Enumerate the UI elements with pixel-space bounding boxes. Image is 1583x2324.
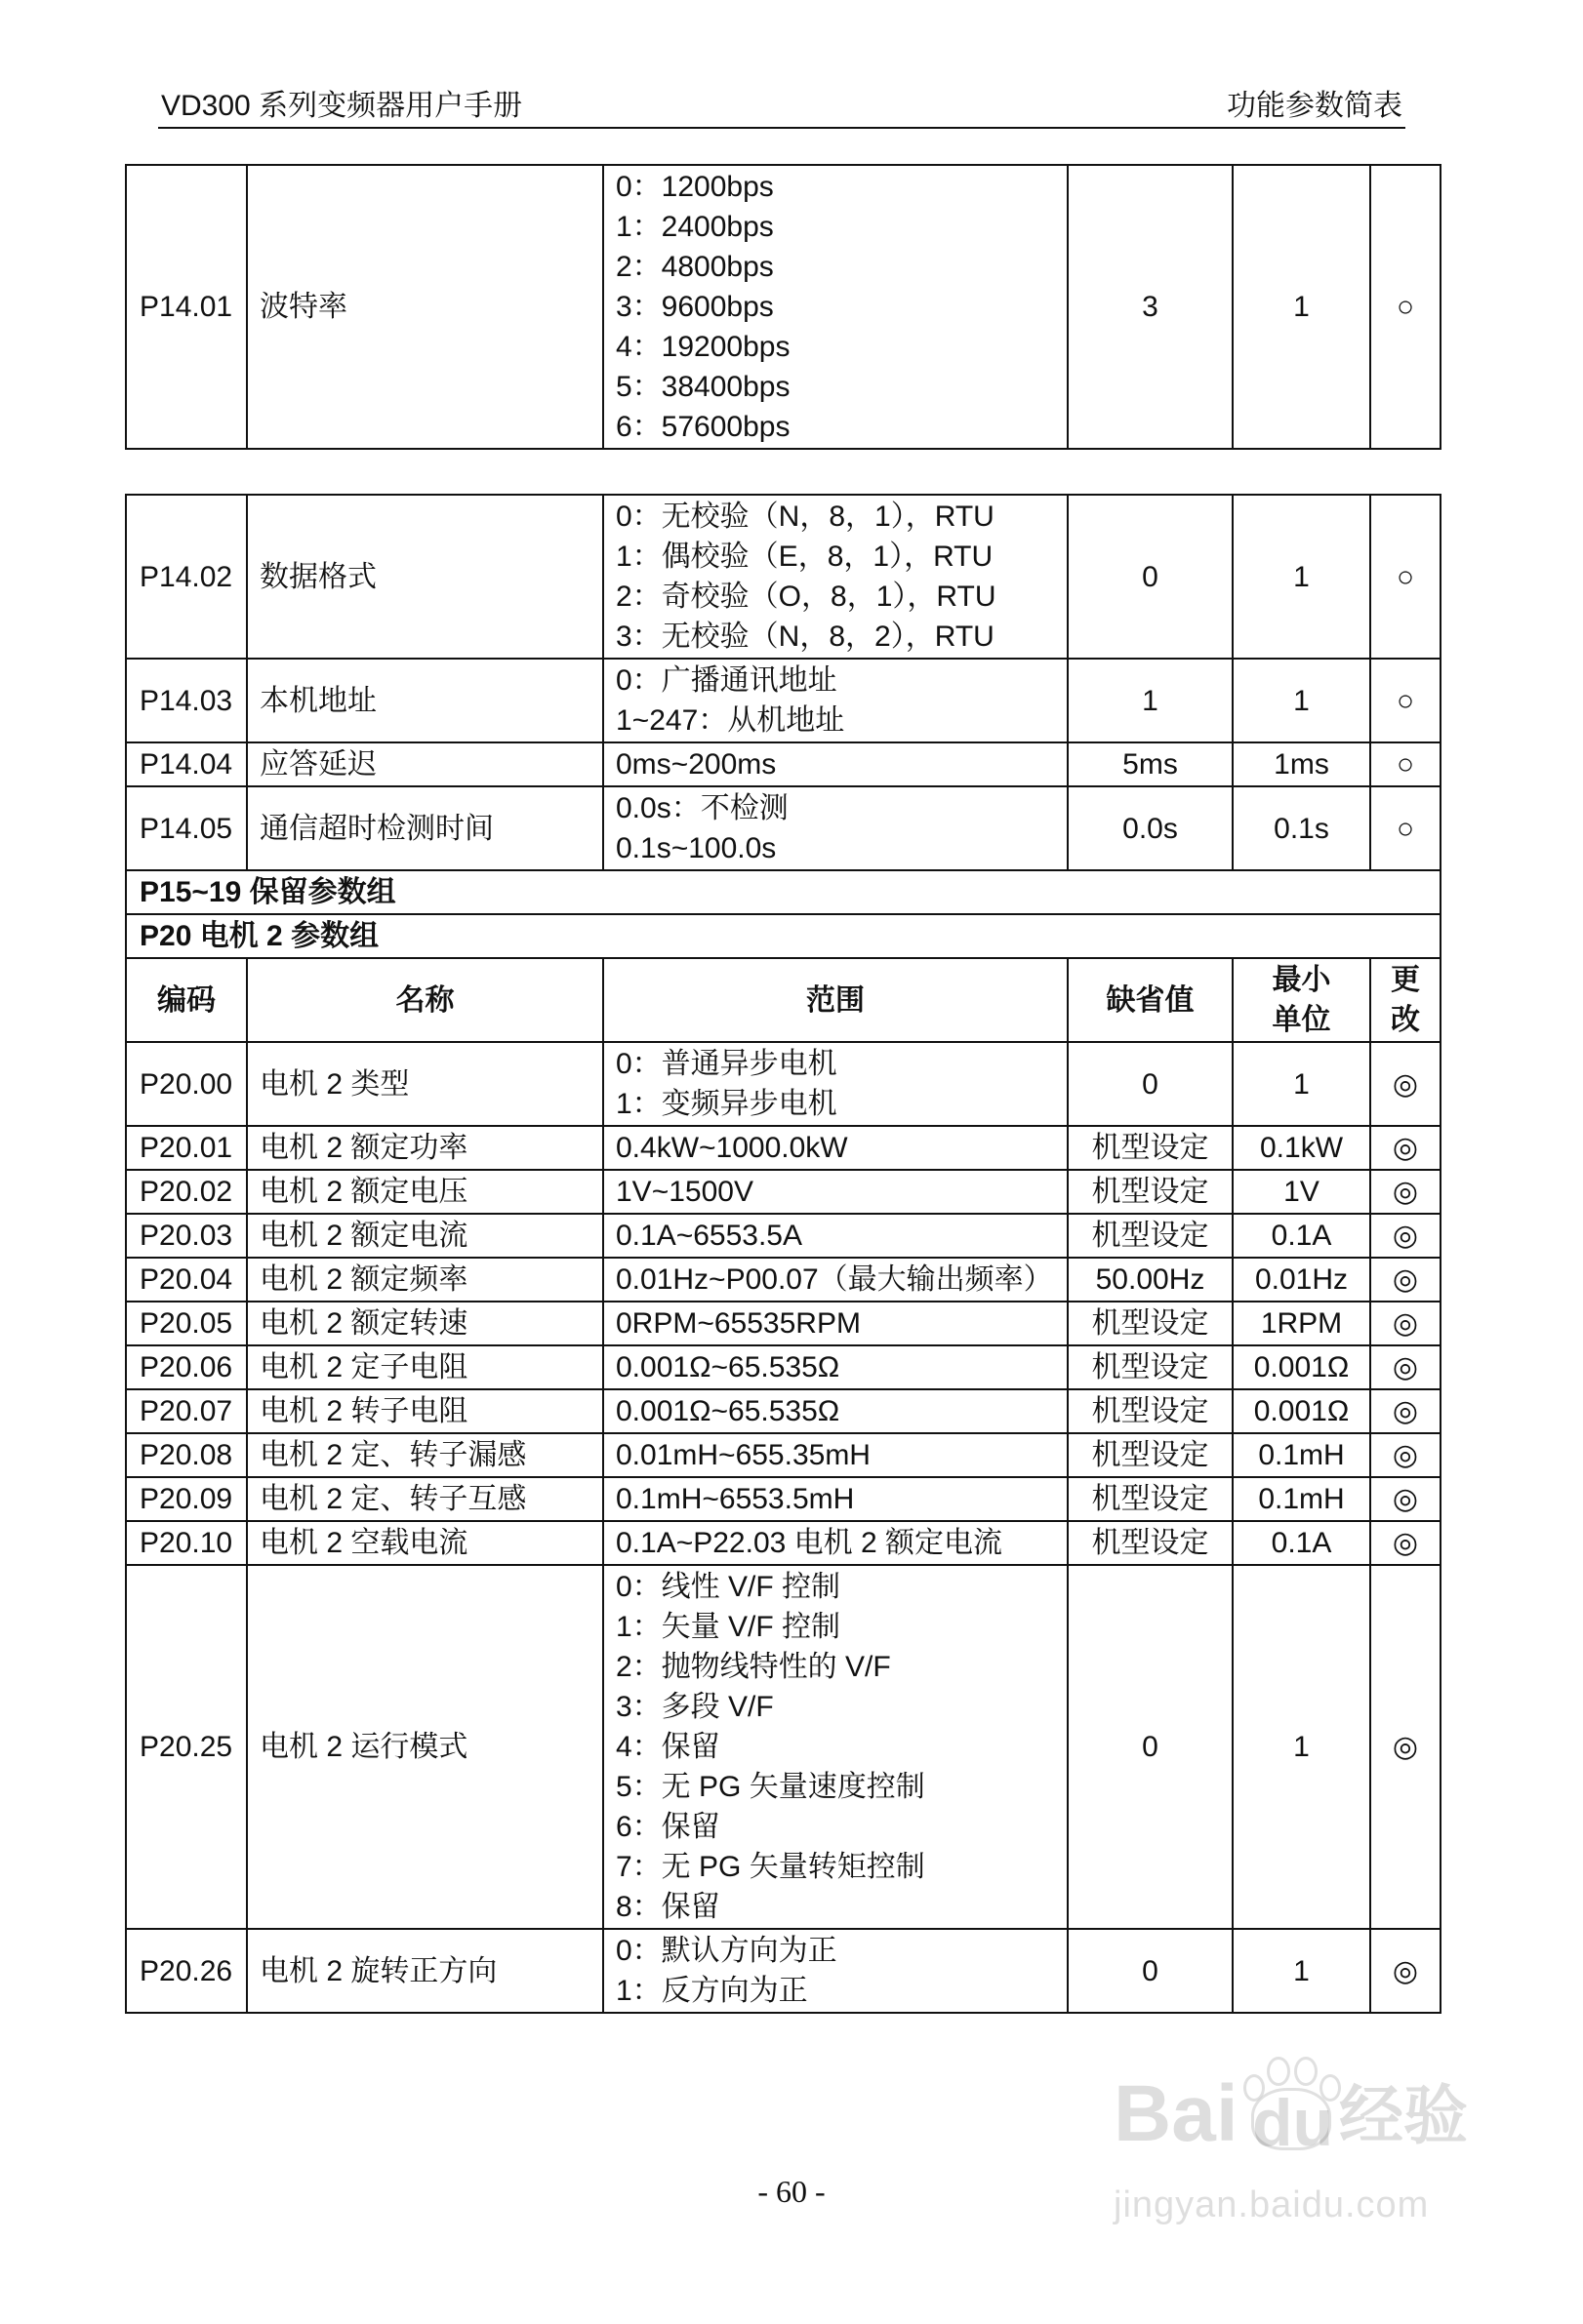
param-min-unit: 0.01Hz: [1233, 1258, 1370, 1302]
column-header-row: [126, 958, 1441, 1042]
range-option: 0ms~200ms: [616, 748, 777, 781]
param-name: 应答延迟: [247, 742, 603, 786]
range-option: 1：偶校验（E，8，1），RTU: [616, 541, 994, 573]
range-option: 0.4kW~1000.0kW: [616, 1132, 848, 1164]
param-default: 3: [1068, 165, 1233, 449]
param-default: 机型设定: [1068, 1345, 1233, 1389]
param-range: [603, 1389, 1068, 1433]
column-header-change: [1370, 958, 1441, 1042]
range-option: 1V~1500V: [616, 1176, 753, 1208]
param-change-mark: ○: [1370, 659, 1441, 742]
range-option: 1~247：从机地址: [616, 704, 845, 737]
param-change-mark: ◎: [1370, 1477, 1441, 1521]
param-min-unit: 1ms: [1233, 742, 1370, 786]
param-code: P14.01: [126, 165, 247, 449]
param-range: [603, 1521, 1068, 1565]
column-header-line: 最小: [1272, 964, 1331, 996]
param-name: 电机 2 额定频率: [247, 1258, 603, 1302]
param-row: [126, 1214, 1441, 1258]
param-row: [126, 1433, 1441, 1477]
param-default: 5ms: [1068, 742, 1233, 786]
param-default: 0: [1068, 1565, 1233, 1929]
range-option: 0RPM~65535RPM: [616, 1307, 861, 1340]
param-change-mark: ◎: [1370, 1126, 1441, 1170]
param-range: [603, 1042, 1068, 1126]
watermark-site: jingyan.baidu.com: [1114, 2184, 1430, 2225]
param-code: P20.25: [126, 1565, 247, 1929]
range-option: 3：9600bps: [616, 291, 774, 323]
param-change-mark: ◎: [1370, 1214, 1441, 1258]
range-option: 0：默认方向为正: [616, 1935, 837, 1967]
range-option: 0：无校验（N，8，1），RTU: [616, 501, 994, 533]
range-option: 0：普通异步电机: [616, 1048, 837, 1080]
manual-title: VD300 系列变频器用户手册: [161, 90, 523, 122]
param-row: [126, 1929, 1441, 2013]
param-min-unit: 0.1s: [1233, 786, 1370, 870]
parameter-table-body: [126, 165, 1441, 449]
watermark-brand-right: du: [1252, 2086, 1334, 2160]
param-default: 50.00Hz: [1068, 1258, 1233, 1302]
param-range: [603, 495, 1068, 659]
range-option: 1：反方向为正: [616, 1975, 808, 2007]
column-header-range: 范围: [603, 958, 1068, 1042]
param-code: P20.05: [126, 1302, 247, 1345]
page-header: [158, 86, 1405, 129]
param-name: 电机 2 额定功率: [247, 1126, 603, 1170]
param-change-mark: ◎: [1370, 1345, 1441, 1389]
range-option: 2：4800bps: [616, 251, 774, 283]
range-option: 7：无 PG 矢量转矩控制: [616, 1851, 925, 1883]
param-default: 机型设定: [1068, 1521, 1233, 1565]
param-default: 机型设定: [1068, 1126, 1233, 1170]
param-range: [603, 742, 1068, 786]
param-row: [126, 1477, 1441, 1521]
parameter-table-body: [126, 495, 1441, 2013]
param-name: 通信超时检测时间: [247, 786, 603, 870]
param-name: 电机 2 定、转子互感: [247, 1477, 603, 1521]
range-option: 1：矢量 V/F 控制: [616, 1611, 841, 1643]
param-row: [126, 786, 1441, 870]
param-default: 机型设定: [1068, 1214, 1233, 1258]
param-row: [126, 742, 1441, 786]
param-change-mark: ◎: [1370, 1042, 1441, 1126]
param-range: [603, 1126, 1068, 1170]
range-option: 5：无 PG 矢量速度控制: [616, 1771, 925, 1803]
param-name: 电机 2 旋转正方向: [247, 1929, 603, 2013]
param-name: 电机 2 定、转子漏感: [247, 1433, 603, 1477]
param-code: P14.03: [126, 659, 247, 742]
param-change-mark: ◎: [1370, 1389, 1441, 1433]
param-name: 电机 2 额定电流: [247, 1214, 603, 1258]
param-change-mark: ◎: [1370, 1170, 1441, 1214]
param-code: P14.04: [126, 742, 247, 786]
chapter-title: 功能参数简表: [1227, 90, 1402, 122]
range-option: 6：保留: [616, 1811, 720, 1843]
watermark-brand-left: Bai: [1114, 2069, 1238, 2158]
param-code: P14.05: [126, 786, 247, 870]
param-range: [603, 1433, 1068, 1477]
param-range: [603, 1170, 1068, 1214]
param-min-unit: 0.1kW: [1233, 1126, 1370, 1170]
param-range: [603, 659, 1068, 742]
param-default: 机型设定: [1068, 1433, 1233, 1477]
param-change-mark: ◎: [1370, 1302, 1441, 1345]
param-min-unit: 1RPM: [1233, 1302, 1370, 1345]
param-row: [126, 1565, 1441, 1929]
watermark-brand-cn: 经验: [1339, 2079, 1468, 2151]
param-range: [603, 786, 1068, 870]
param-min-unit: 0.1A: [1233, 1214, 1370, 1258]
param-change-mark: ◎: [1370, 1929, 1441, 2013]
param-change-mark: ○: [1370, 495, 1441, 659]
param-min-unit: 1: [1233, 1929, 1370, 2013]
param-code: P20.10: [126, 1521, 247, 1565]
param-change-mark: ◎: [1370, 1521, 1441, 1565]
param-code: P20.02: [126, 1170, 247, 1214]
param-min-unit: 1: [1233, 165, 1370, 449]
param-name: 电机 2 额定转速: [247, 1302, 603, 1345]
param-code: P20.01: [126, 1126, 247, 1170]
parameter-table-p14-01: [125, 164, 1441, 450]
param-range: [603, 1258, 1068, 1302]
param-name: 波特率: [247, 165, 603, 449]
param-default: 机型设定: [1068, 1477, 1233, 1521]
param-code: P14.02: [126, 495, 247, 659]
section-title: P15~19 保留参数组: [126, 870, 1441, 914]
range-option: 0.1A~6553.5A: [616, 1220, 803, 1252]
param-row: [126, 1170, 1441, 1214]
range-option: 2：抛物线特性的 V/F: [616, 1651, 891, 1683]
param-change-mark: ◎: [1370, 1258, 1441, 1302]
range-option: 0.1mH~6553.5mH: [616, 1483, 855, 1515]
param-row: [126, 495, 1441, 659]
range-option: 6：57600bps: [616, 411, 791, 443]
param-min-unit: 1: [1233, 659, 1370, 742]
param-change-mark: ◎: [1370, 1565, 1441, 1929]
param-range: [603, 1214, 1068, 1258]
param-row: [126, 165, 1441, 449]
param-min-unit: 0.1mH: [1233, 1433, 1370, 1477]
param-min-unit: 1V: [1233, 1170, 1370, 1214]
param-row: [126, 1345, 1441, 1389]
param-range: [603, 1929, 1068, 2013]
param-default: 0: [1068, 1929, 1233, 2013]
column-header-default: 缺省值: [1068, 958, 1233, 1042]
range-option: 0.01Hz~P00.07（最大输出频率）: [616, 1263, 1053, 1296]
range-option: 3：无校验（N，8，2），RTU: [616, 621, 994, 653]
param-code: P20.04: [126, 1258, 247, 1302]
param-change-mark: ○: [1370, 786, 1441, 870]
range-option: 3：多段 V/F: [616, 1691, 774, 1723]
param-name: 电机 2 空载电流: [247, 1521, 603, 1565]
param-range: [603, 1477, 1068, 1521]
column-header-name: 名称: [247, 958, 603, 1042]
section-row: [126, 914, 1441, 958]
param-code: P20.09: [126, 1477, 247, 1521]
param-min-unit: 1: [1233, 1565, 1370, 1929]
param-default: 机型设定: [1068, 1389, 1233, 1433]
range-option: 4：19200bps: [616, 331, 791, 363]
param-min-unit: 0.1mH: [1233, 1477, 1370, 1521]
param-change-mark: ○: [1370, 165, 1441, 449]
param-range: [603, 1345, 1068, 1389]
page-number: - 60 -: [757, 2174, 826, 2209]
range-option: 0.0s：不检测: [616, 792, 789, 824]
param-default: 0.0s: [1068, 786, 1233, 870]
param-name: 电机 2 额定电压: [247, 1170, 603, 1214]
range-option: 8：保留: [616, 1891, 720, 1923]
range-option: 0：广播通讯地址: [616, 664, 837, 697]
param-row: [126, 659, 1441, 742]
param-range: [603, 165, 1068, 449]
param-code: P20.08: [126, 1433, 247, 1477]
range-option: 0：1200bps: [616, 171, 774, 203]
section-title: P20 电机 2 参数组: [126, 914, 1441, 958]
param-row: [126, 1042, 1441, 1126]
param-default: 机型设定: [1068, 1170, 1233, 1214]
param-default: 0: [1068, 1042, 1233, 1126]
param-row: [126, 1389, 1441, 1433]
param-default: 0: [1068, 495, 1233, 659]
param-name: 数据格式: [247, 495, 603, 659]
range-option: 0.001Ω~65.535Ω: [616, 1395, 840, 1427]
param-name: 电机 2 转子电阻: [247, 1389, 603, 1433]
param-code: P20.06: [126, 1345, 247, 1389]
column-header-line: 单位: [1272, 1004, 1331, 1036]
range-option: 5：38400bps: [616, 371, 791, 403]
param-min-unit: 1: [1233, 1042, 1370, 1126]
parameter-table-main: [125, 494, 1441, 2014]
range-option: 0.001Ω~65.535Ω: [616, 1351, 840, 1383]
range-option: 1：2400bps: [616, 211, 774, 243]
param-row: [126, 1521, 1441, 1565]
column-header-code: 编码: [126, 958, 247, 1042]
param-row: [126, 1126, 1441, 1170]
param-range: [603, 1565, 1068, 1929]
param-default: 1: [1068, 659, 1233, 742]
param-change-mark: ◎: [1370, 1433, 1441, 1477]
param-name: 电机 2 类型: [247, 1042, 603, 1126]
param-code: P20.26: [126, 1929, 247, 2013]
range-option: 0.01mH~655.35mH: [616, 1439, 871, 1471]
range-option: 4：保留: [616, 1731, 720, 1763]
param-default: 机型设定: [1068, 1302, 1233, 1345]
column-header-min-unit: [1233, 958, 1370, 1042]
range-option: 1：变频异步电机: [616, 1088, 837, 1120]
param-change-mark: ○: [1370, 742, 1441, 786]
param-row: [126, 1302, 1441, 1345]
param-min-unit: 0.1A: [1233, 1521, 1370, 1565]
param-code: P20.00: [126, 1042, 247, 1126]
param-code: P20.03: [126, 1214, 247, 1258]
param-row: [126, 1258, 1441, 1302]
param-name: 电机 2 定子电阻: [247, 1345, 603, 1389]
param-range: [603, 1302, 1068, 1345]
param-name: 电机 2 运行模式: [247, 1565, 603, 1929]
param-min-unit: 0.001Ω: [1233, 1345, 1370, 1389]
range-option: 0.1s~100.0s: [616, 832, 777, 864]
param-min-unit: 1: [1233, 495, 1370, 659]
param-name: 本机地址: [247, 659, 603, 742]
section-row: [126, 870, 1441, 914]
param-min-unit: 0.001Ω: [1233, 1389, 1370, 1433]
range-option: 0.1A~P22.03 电机 2 额定电流: [616, 1527, 1003, 1559]
range-option: 2：奇校验（O，8，1），RTU: [616, 581, 996, 613]
range-option: 0：线性 V/F 控制: [616, 1571, 841, 1603]
column-header-line: 更: [1391, 964, 1420, 996]
param-code: P20.07: [126, 1389, 247, 1433]
column-header-line: 改: [1391, 1004, 1420, 1036]
